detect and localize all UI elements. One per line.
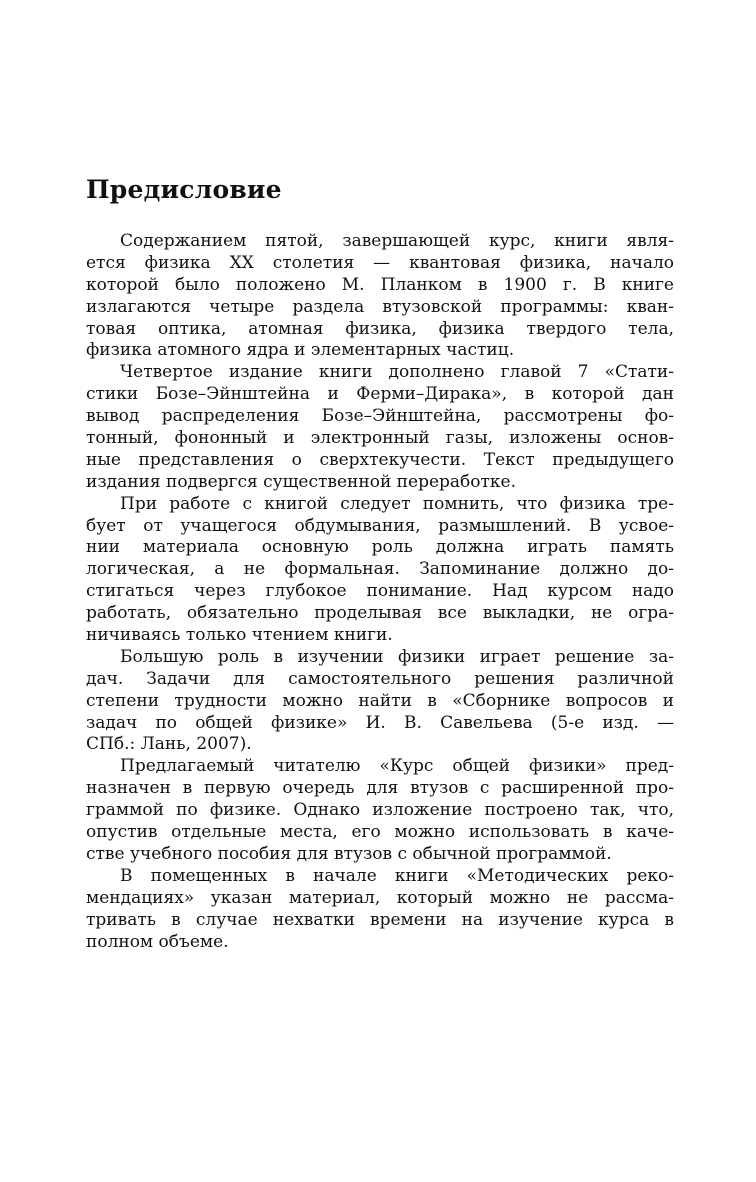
text-line: Четвертое издание книги дополнено главой 7 «Стати- (120, 362, 674, 383)
text-line: Предлагаемый читателю «Курс общей физики» пред- (120, 756, 674, 777)
paragraph (86, 756, 674, 865)
text-line: работать, обязательно проделывая все выкладки, не огра- (86, 603, 674, 624)
text-line: стве учебного пособия для втузов с обычной программой. (86, 843, 612, 864)
text-line: СПб.: Лань, 2007). (86, 734, 252, 755)
text-line: вывод распределения Бозе–Эйнштейна, рассмотрены фо- (86, 406, 674, 427)
text-line: Большую роль в изучении физики играет решение за- (120, 646, 674, 667)
text-line: дач. Задачи для самостоятельного решения различной (86, 668, 674, 689)
text-line: излагаются четыре раздела втузовской программы: кван- (86, 296, 674, 317)
paragraph (86, 866, 674, 954)
text-line: тонный, фононный и электронный газы, изложены основ- (86, 428, 674, 449)
text-line: которой было положено М. Планком в 1900 г. В книге (86, 274, 674, 295)
text-line: физика атомного ядра и элементарных частиц. (86, 340, 515, 361)
text-line: полном объеме. (86, 931, 229, 952)
text-line: товая оптика, атомная физика, физика твердого тела, (86, 318, 674, 339)
text-line: задач по общей физике» И. В. Савельева (5-е изд. — (86, 712, 674, 733)
text-line: стигаться через глубокое понимание. Над курсом надо (86, 581, 674, 602)
text-line: стики Бозе–Эйнштейна и Ферми–Дирака», в которой дан (86, 384, 674, 405)
text-line: назначен в первую очередь для втузов с расширенной про- (86, 778, 674, 799)
preface-text (86, 231, 674, 953)
text-line: опустив отдельные места, его можно использовать в каче- (86, 822, 674, 843)
page-title: Предисловие (86, 175, 282, 204)
text-line: В помещенных в начале книги «Методических реко- (120, 865, 674, 886)
text-line: При работе с книгой следует помнить, что физика тре- (120, 493, 674, 514)
text-line: бует от учащегося обдумывания, размышлений. В усвое- (86, 515, 674, 536)
paragraph (86, 231, 674, 362)
text-line: издания подвергся существенной переработке. (86, 471, 516, 492)
text-line: граммой по физике. Однако изложение построено так, что, (86, 800, 674, 821)
text-line: нии материала основную роль должна играть память (86, 537, 674, 558)
text-line: мендациях» указан материал, который можно не рассма- (86, 887, 674, 908)
paragraph (86, 362, 674, 493)
text-line: Содержанием пятой, завершающей курс, книги явля- (120, 231, 674, 251)
text-line: ничиваясь только чтением книги. (86, 625, 393, 646)
paragraph (86, 494, 674, 647)
text-line: тривать в случае нехватки времени на изучение курса в (86, 909, 674, 930)
text-line: ные представления о сверхтекучести. Текст предыдущего (86, 449, 674, 470)
text-line: степени трудности можно найти в «Сборнике вопросов и (86, 690, 674, 711)
paragraph (86, 647, 674, 756)
text-line: логическая, а не формальная. Запоминание должно до- (86, 559, 674, 580)
text-line: ется физика XX столетия — квантовая физика, начало (86, 252, 674, 273)
